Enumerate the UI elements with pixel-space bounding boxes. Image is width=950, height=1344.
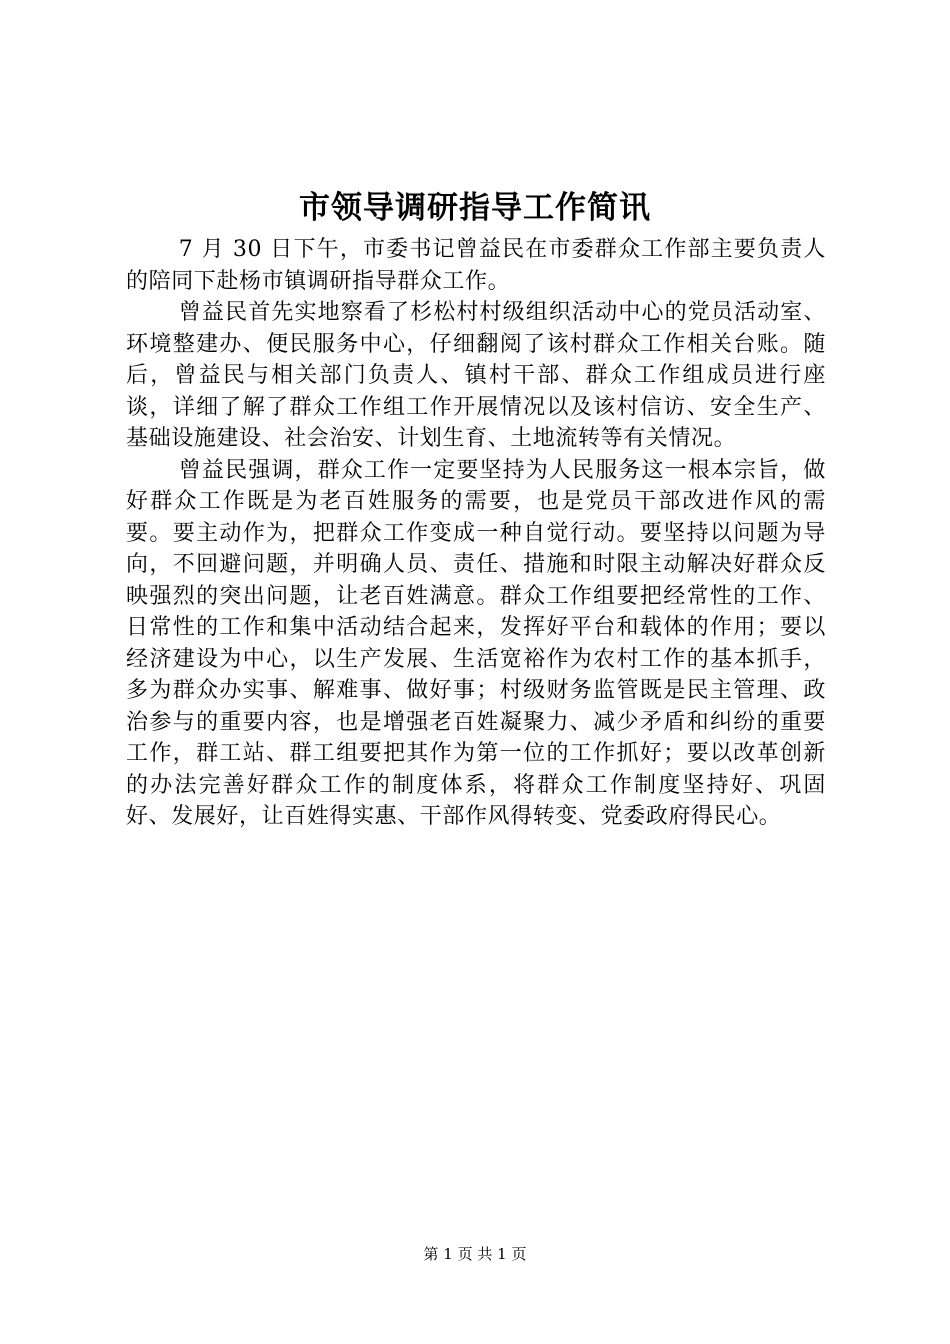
paragraph-3: 曾益民强调，群众工作一定要坚持为人民服务这一根本宗旨，做好群众工作既是为老百姓服务的需要，也是党员干部改进作风的需要。要主动作为，把群众工作变成一种自觉行动。要坚持以问题为导向，不回避问题，并明确人员、责任、措施和时限主动解决好群众反映强烈的突出问题，让老百姓满意。群众工作组要把经常性的工作、日常性的工作和集中活动结合起来，发挥好平台和载体的作用；要以经济建设为中心，以生产发展、生活宽裕作为农村工作的基本抓手，多为群众办实事、解难事、做好事；村级财务监管既是民主管理、政治参与的重要内容，也是增强老百姓凝聚力、减少矛盾和纠纷的重要工作，群工站、群工组要把其作为第一位的工作抓好；要以改革创新的办法完善好群众工作的制度体系，将群众工作制度坚持好、巩固好、发展好，让百姓得实惠、干部作风得转变、党委政府得民心。 [126,457,826,829]
page-footer: 第 1 页 共 1 页 [423,1245,527,1263]
document-body [126,234,826,833]
document-title: 市领导调研指导工作简讯 [299,190,651,226]
paragraph-2: 曾益民首先实地察看了杉松村村级组织活动中心的党员活动室、环境整建办、便民服务中心，仔细翻阅了该村群众工作相关台账。随后，曾益民与相关部门负责人、镇村干部、群众工作组成员进行座谈，详细了解了群众工作组工作开展情况以及该村信访、安全生产、基础设施建设、社会治安、计划生育、土地流转等有关情况。 [126,300,826,451]
paragraph-1: 7 月 30 日下午，市委书记曾益民在市委群众工作部主要负责人的陪同下赴杨市镇调研指导群众工作。 [126,237,826,294]
